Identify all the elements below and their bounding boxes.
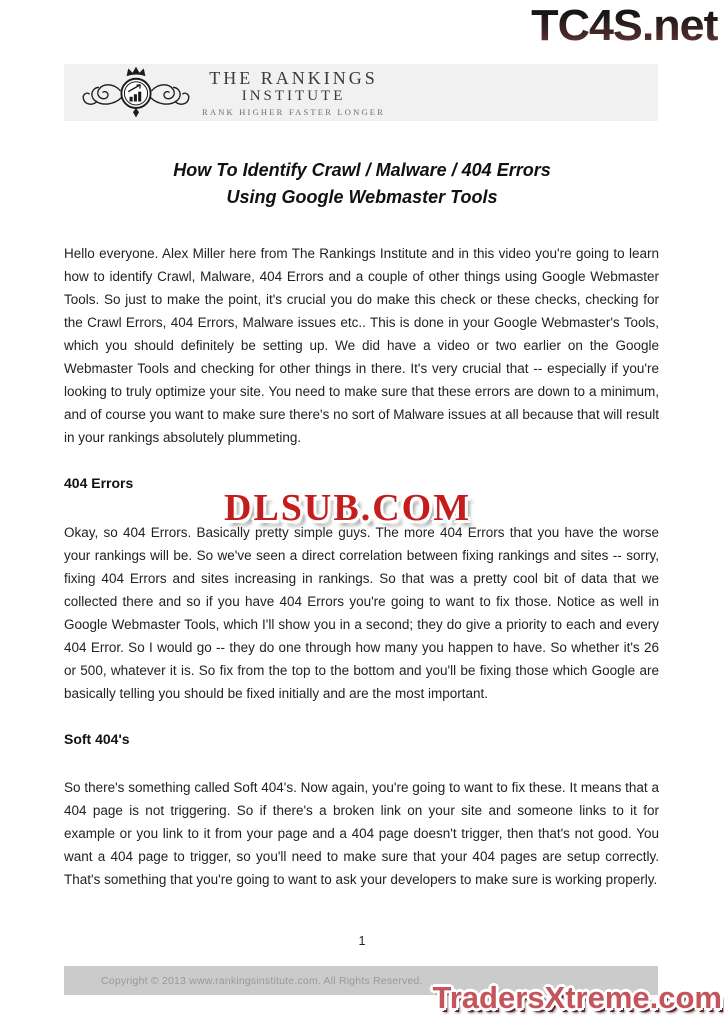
paragraph-intro: Hello everyone. Alex Miller here from The Rankings Institute and in this video you're going to learn how to identify Crawl, Malware, 404 Errors and a couple of other things using Google Webmaster Tools. So just to make the point, it's crucial you do make this check or these checks, checking for the Crawl Errors, 404 Errors, Malware issues etc.. This is done in your Google Webmaster's Tools, which you should definitely be setting up. We did have a video or two earlier on the Google Webmaster Tools and checking for other things in there. It's very crucial that -- especially if you're looking to truly optimize your site. You need to make sure that these errors are down to a minimum, and of course you want to make sure there's no sort of Malware issues at all because that will result in your rankings absolutely plummeting. <box>64 246 659 445</box>
rankings-institute-header-banner <box>64 64 658 121</box>
document-title <box>0 157 724 211</box>
heading-404-errors: 404 Errors <box>64 475 134 491</box>
tradersxtreme-watermark-logo: TradersXtreme.com <box>432 980 722 1015</box>
copyright-text: Copyright © 2013 www.rankingsinstitute.com. All Rights Reserved. <box>101 974 423 987</box>
banner-tagline: RANK HIGHER FASTER LONGER <box>202 107 386 117</box>
banner-title-line1: THE RANKINGS <box>209 68 378 88</box>
paragraph-404-errors: Okay, so 404 Errors. Basically pretty simple guys. The more 404 Errors that you have the worse your rankings will be. So we've seen a direct correlation between fixing rankings and sites -- sorry, fixing 404 Errors and sites increasing in rankings. So that was a pretty cool bit of data that we collected there and so if you have 404 Errors you're going to want to fix those. Notice as well in Google Webmaster Tools, which I'll show you in a second; they do give a priority to each and every 404 Error. So I would go -- they do one through how many you happen to have. So whether it's 26 or 500, whatever it is. So fix from the top to the bottom and you'll be fixing those which Google are basically telling you should be fixed initially and are the most important. <box>64 525 659 701</box>
document-title-line1: How To Identify Crawl / Malware / 404 Errors <box>173 160 551 180</box>
page-number: 1 <box>358 934 366 948</box>
banner-title-line2: INSTITUTE <box>241 88 346 104</box>
heading-soft-404s: Soft 404's <box>64 731 130 747</box>
paragraph-soft-404s: So there's something called Soft 404's. Now again, you're going to want to fix these. It means that a 404 page is not triggering. So if there's a broken link on your site and someone links to it for example or you link to it from your page and a 404 page doesn't trigger, then that's not good. You want a 404 page to trigger, so you'll need to make sure that your 404 pages are setup correctly. That's something that you're going to want to ask your developers to make sure is working properly. <box>64 780 659 887</box>
rankings-banner-text <box>202 68 385 117</box>
dlsub-watermark-logo: DLSUB.COM <box>224 487 472 529</box>
document-title-line2: Using Google Webmaster Tools <box>226 187 498 207</box>
rankings-crest-icon <box>80 65 192 120</box>
tc4s-watermark-logo: TC4S.net <box>531 1 718 50</box>
